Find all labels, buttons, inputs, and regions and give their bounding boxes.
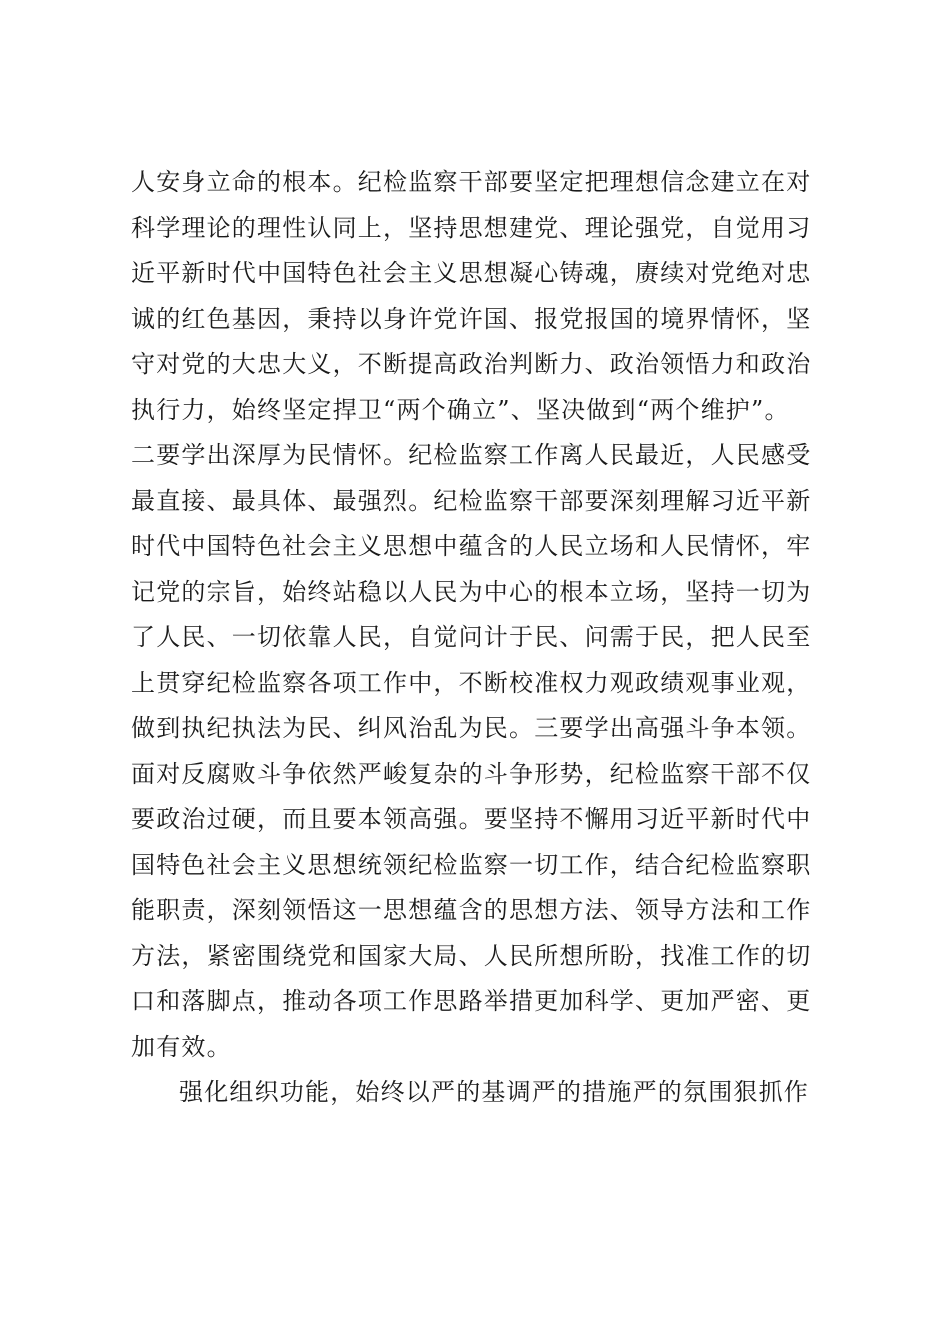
next-paragraph-first-line: 强化组织功能，始终以严的基调严的措施严的氛围狠抓作 [179, 1078, 809, 1106]
text-line-10: 记党的宗旨，始终站稳以人民为中心的根本立场，坚持一切为 [131, 577, 812, 606]
text-line-9: 时代中国特色社会主义思想中蕴含的人民立场和人民情怀，牢 [131, 532, 812, 560]
text-line-18: 方法，紧密围绕党和国家大局、人民所想所盼，找准工作的切 [131, 941, 812, 970]
text-line-16: 国特色社会主义思想统领纪检监察一切工作，结合纪检监察职 [131, 850, 812, 879]
text-line-19: 口和落脚点，推动各项工作思路举措更加科学、更加严密、更 [131, 987, 812, 1015]
text-line-2: 科学理论的理性认同上，坚持思想建党、理论强党，自觉用习 [131, 213, 812, 242]
text-line-14: 面对反腐败斗争依然严峻复杂的斗争形势，纪检监察干部不仅 [131, 759, 812, 788]
text-line-1: 人安身立命的根本。纪检监察干部要坚定把理想信念建立在对 [131, 168, 812, 196]
body-text [131, 160, 831, 1116]
text-line-17: 能职责，深刻领悟这一思想蕴含的思想方法、领导方法和工作 [131, 896, 812, 924]
text-line-6: 执行力，始终坚定捍卫“两个确立”、坚决做到“两个维护”。 [131, 395, 790, 424]
text-line-7: 二要学出深厚为民情怀。纪检监察工作离人民最近，人民感受 [131, 441, 812, 469]
text-line-15: 要政治过硬，而且要本领高强。要坚持不懈用习近平新时代中 [131, 805, 812, 833]
text-line-5: 守对党的大忠大义，不断提高政治判断力、政治领悟力和政治 [131, 350, 812, 378]
text-line-8: 最直接、最具体、最强烈。纪检监察干部要深刻理解习近平新 [131, 486, 812, 515]
text-line-3: 近平新时代中国特色社会主义思想凝心铸魂，赓续对党绝对忠 [131, 259, 812, 287]
text-line-11: 了人民、一切依靠人民，自觉问计于民、问需于民，把人民至 [131, 623, 812, 651]
text-line-12: 上贯穿纪检监察各项工作中，不断校准权力观政绩观事业观， [131, 668, 812, 697]
text-line-4: 诚的红色基因，秉持以身许党许国、报党报国的境界情怀，坚 [131, 304, 812, 333]
text-line-13: 做到执纪执法为民、纠风治乱为民。三要学出高强斗争本领。 [131, 714, 812, 742]
text-line-20: 加有效。 [131, 1032, 232, 1061]
